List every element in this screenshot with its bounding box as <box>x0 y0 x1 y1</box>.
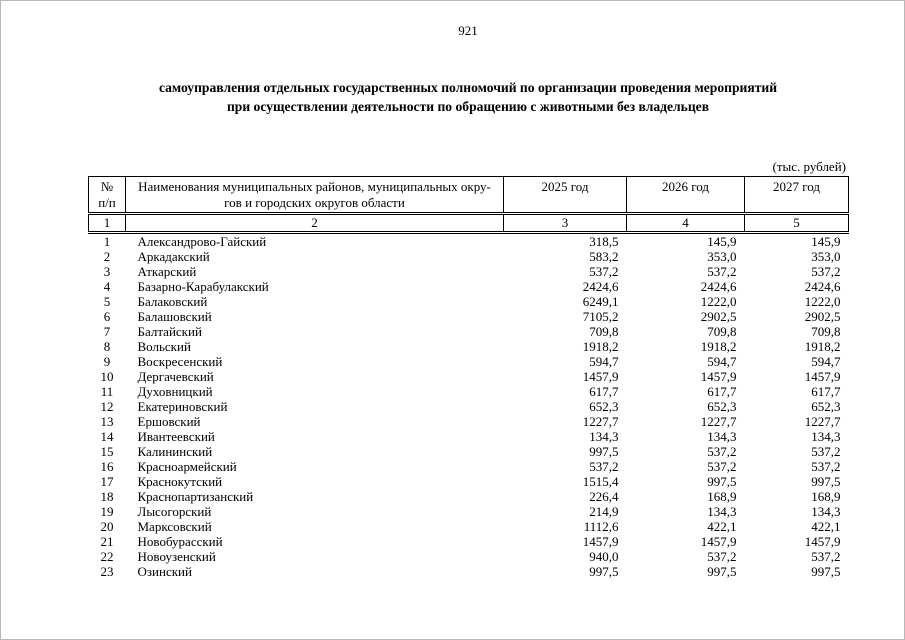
value-2025: 1918,2 <box>582 339 619 354</box>
value-2027: 1222,0 <box>804 294 841 309</box>
value-2025: 617,7 <box>589 384 619 399</box>
table-body <box>89 233 849 580</box>
value-2026: 1457,9 <box>700 369 737 384</box>
value-2026: 709,8 <box>707 324 737 339</box>
row-number: 23 <box>100 564 114 579</box>
header-num-line2: п/п <box>98 195 116 210</box>
value-2026: 652,3 <box>707 399 737 414</box>
header-name-line1: Наименования муниципальных районов, муниципальных окру- <box>138 179 491 194</box>
value-2027: 1227,7 <box>804 414 841 429</box>
column-number-2: 2 <box>126 214 504 233</box>
row-number: 5 <box>103 294 111 309</box>
funding-table <box>88 176 849 579</box>
district-name: Аткарский <box>137 264 197 279</box>
district-name: Лысогорский <box>137 504 212 519</box>
district-name: Калининский <box>137 444 213 459</box>
title-line-1: самоуправления отдельных государственных полномочий по организации проведения мероприятий <box>158 80 778 95</box>
value-2026: 422,1 <box>707 519 737 534</box>
value-2026: 997,5 <box>707 564 737 579</box>
district-name: Ивантеевский <box>137 429 215 444</box>
value-2025: 214,9 <box>589 504 619 519</box>
district-name: Вольский <box>137 339 191 354</box>
value-2026: 145,9 <box>707 234 737 249</box>
value-2027: 168,9 <box>811 489 841 504</box>
value-2025: 1457,9 <box>582 534 619 549</box>
value-2026: 2424,6 <box>700 279 737 294</box>
value-2027: 134,3 <box>811 504 841 519</box>
value-2026: 1918,2 <box>700 339 737 354</box>
header-name-line2: гов и городских округов области <box>224 195 405 210</box>
value-2026: 1227,7 <box>700 414 737 429</box>
value-2025: 226,4 <box>589 489 619 504</box>
value-2027: 594,7 <box>811 354 841 369</box>
table-row <box>89 354 849 369</box>
value-2027: 1457,9 <box>804 369 841 384</box>
table-row <box>89 459 849 474</box>
value-2027: 537,2 <box>811 549 841 564</box>
district-name: Александрово-Гайский <box>137 234 267 249</box>
row-number: 21 <box>100 534 114 549</box>
value-2027: 2902,5 <box>804 309 841 324</box>
value-2027: 617,7 <box>811 384 841 399</box>
row-number: 7 <box>103 324 111 339</box>
column-number-5: 5 <box>745 214 849 233</box>
district-name: Базарно-Карабулакский <box>137 279 269 294</box>
value-2026: 997,5 <box>707 474 737 489</box>
value-2027: 145,9 <box>811 234 841 249</box>
page-number: 921 <box>458 23 478 38</box>
header-row <box>89 177 849 214</box>
row-number: 17 <box>100 474 114 489</box>
district-name: Балаковский <box>137 294 208 309</box>
value-2025: 583,2 <box>589 249 619 264</box>
value-2026: 617,7 <box>707 384 737 399</box>
row-number: 20 <box>100 519 114 534</box>
table-row <box>89 384 849 399</box>
value-2025: 537,2 <box>589 264 619 279</box>
units-note: (тыс. рублей) <box>772 159 846 174</box>
row-number: 2 <box>103 249 111 264</box>
row-number: 10 <box>100 369 114 384</box>
value-2026: 537,2 <box>707 444 737 459</box>
value-2026: 537,2 <box>707 264 737 279</box>
value-2027: 652,3 <box>811 399 841 414</box>
value-2025: 1515,4 <box>582 474 619 489</box>
value-2025: 940,0 <box>589 549 619 564</box>
district-name: Краснопартизанский <box>137 489 254 504</box>
value-2026: 1457,9 <box>700 534 737 549</box>
row-number: 12 <box>100 399 114 414</box>
value-2026: 134,3 <box>707 504 737 519</box>
table-row <box>89 504 849 519</box>
table-row <box>89 474 849 489</box>
table-row <box>89 444 849 459</box>
column-number-4: 4 <box>627 214 745 233</box>
value-2027: 1457,9 <box>804 534 841 549</box>
column-number-1: 1 <box>89 214 126 233</box>
value-2025: 7105,2 <box>582 309 619 324</box>
value-2026: 594,7 <box>707 354 737 369</box>
district-name: Балтайский <box>137 324 202 339</box>
value-2025: 709,8 <box>589 324 619 339</box>
value-2026: 537,2 <box>707 459 737 474</box>
table-row <box>89 564 849 579</box>
column-number-3: 3 <box>504 214 627 233</box>
header-cell-2026: 2026 год <box>627 177 745 214</box>
district-name: Озинский <box>137 564 192 579</box>
value-2027: 1918,2 <box>804 339 841 354</box>
district-name: Балашовский <box>137 309 212 324</box>
table-row <box>89 489 849 504</box>
row-number: 8 <box>103 339 111 354</box>
district-name: Воскресенский <box>137 354 223 369</box>
value-2026: 537,2 <box>707 549 737 564</box>
value-2027: 422,1 <box>811 519 841 534</box>
row-number: 11 <box>100 384 114 399</box>
table-row <box>89 399 849 414</box>
value-2025: 997,5 <box>589 444 619 459</box>
value-2027: 537,2 <box>811 264 841 279</box>
value-2027: 537,2 <box>811 444 841 459</box>
document-title <box>88 78 848 116</box>
value-2027: 134,3 <box>811 429 841 444</box>
value-2025: 537,2 <box>589 459 619 474</box>
value-2027: 997,5 <box>811 474 841 489</box>
value-2025: 652,3 <box>589 399 619 414</box>
header-cell-2025: 2025 год <box>504 177 627 214</box>
value-2025: 134,3 <box>589 429 619 444</box>
row-number: 1 <box>103 234 111 249</box>
column-numbering-row <box>89 214 849 233</box>
row-number: 19 <box>100 504 114 519</box>
row-number: 22 <box>100 549 114 564</box>
district-name: Ершовский <box>137 414 201 429</box>
table-row <box>89 324 849 339</box>
table-row <box>89 429 849 444</box>
row-number: 14 <box>100 429 114 444</box>
value-2026: 168,9 <box>707 489 737 504</box>
value-2026: 353,0 <box>707 249 737 264</box>
value-2025: 997,5 <box>589 564 619 579</box>
table-row <box>89 309 849 324</box>
row-number: 9 <box>103 354 111 369</box>
table-row <box>89 233 849 250</box>
table-row <box>89 279 849 294</box>
table-row <box>89 534 849 549</box>
row-number: 15 <box>100 444 114 459</box>
value-2027: 2424,6 <box>804 279 841 294</box>
value-2025: 1457,9 <box>582 369 619 384</box>
table-row <box>89 339 849 354</box>
value-2025: 318,5 <box>589 234 619 249</box>
value-2026: 1222,0 <box>700 294 737 309</box>
value-2025: 594,7 <box>589 354 619 369</box>
value-2027: 997,5 <box>811 564 841 579</box>
row-number: 3 <box>103 264 111 279</box>
table-row <box>89 549 849 564</box>
table-row <box>89 414 849 429</box>
table-row <box>89 369 849 384</box>
value-2026: 2902,5 <box>700 309 737 324</box>
header-cell-2027: 2027 год <box>745 177 849 214</box>
table-row <box>89 264 849 279</box>
value-2027: 537,2 <box>811 459 841 474</box>
district-name: Краснокутский <box>137 474 223 489</box>
district-name: Красноармейский <box>137 459 237 474</box>
header-cell-name <box>126 177 504 214</box>
table-row <box>89 249 849 264</box>
value-2025: 1227,7 <box>582 414 619 429</box>
row-number: 16 <box>100 459 114 474</box>
value-2027: 353,0 <box>811 249 841 264</box>
district-name: Марксовский <box>137 519 212 534</box>
page-content <box>88 1 848 579</box>
district-name: Духовницкий <box>137 384 213 399</box>
header-cell-num <box>89 177 126 214</box>
value-2027: 709,8 <box>811 324 841 339</box>
district-name: Аркадакский <box>137 249 210 264</box>
row-number: 6 <box>103 309 111 324</box>
title-line-2: при осуществлении деятельности по обращению с животными без владельцев <box>226 99 710 114</box>
value-2025: 6249,1 <box>582 294 619 309</box>
district-name: Екатериновский <box>137 399 228 414</box>
row-number: 13 <box>100 414 114 429</box>
district-name: Дергачевский <box>137 369 214 384</box>
row-number: 18 <box>100 489 114 504</box>
value-2025: 1112,6 <box>583 519 619 534</box>
table-row <box>89 519 849 534</box>
row-number: 4 <box>103 279 111 294</box>
header-num-line1: № <box>100 179 114 194</box>
district-name: Новобурасский <box>137 534 223 549</box>
table-header <box>89 177 849 233</box>
district-name: Новоузенский <box>137 549 216 564</box>
table-row <box>89 294 849 309</box>
value-2025: 2424,6 <box>582 279 619 294</box>
value-2026: 134,3 <box>707 429 737 444</box>
